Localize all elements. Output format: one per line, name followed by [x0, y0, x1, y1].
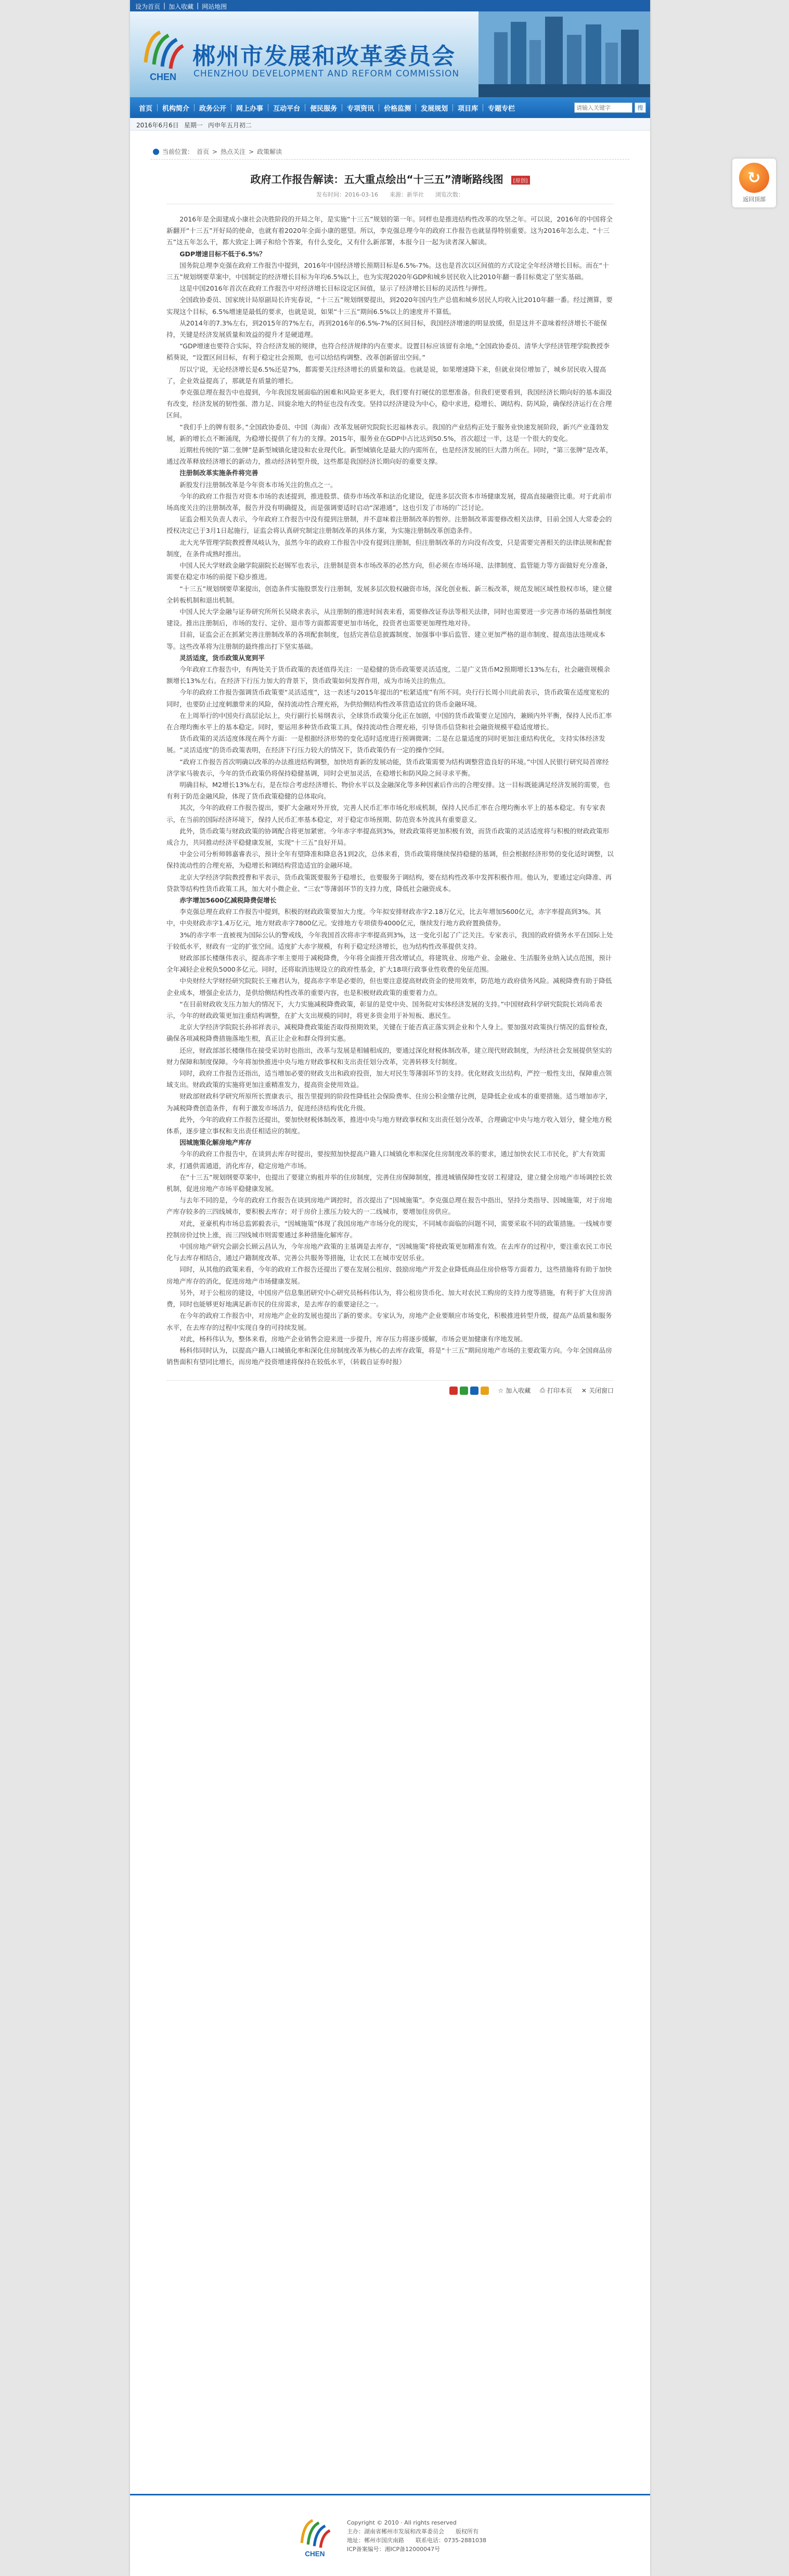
nav-item-price[interactable]: 价格监测 [384, 104, 411, 113]
article-paragraph: 北大光华管理学院教授曹凤岐认为，虽然今年的政府工作报告中没有提到注册制，但注册制改革的方向没有改变，只是需要完善相关的法律法规和配套制度，在条件成熟时推出。 [166, 538, 612, 558]
article-paragraph: “我们手上的牌有很多。”全国政协委员、中国（海南）改革发展研究院院长迟福林表示。我国的产业结构正处于服务业快速发展阶段，新兴产业蓬勃发展，新的增长点不断涌现，为稳增长提供了有力的支撑。2015年，服务业在GDP中占比达到50.5%，首次超过一半，这是一个很大的变化。 [166, 423, 609, 442]
main-nav [130, 97, 650, 118]
article-paragraph: 李克强总理在政府工作报告中提到，积极的财政政策要加大力度。今年拟安排财政赤字2.18万亿元，比去年增加5600亿元，赤字率提高到3%。其中，中央财政赤字1.4万亿元，地方财政赤字7800亿元。安排地方专项债券4000亿元，继续发行地方政府置换债券。 [166, 908, 601, 927]
article-paragraph: “GDP增速也要符合实际，符合经济发展的规律，也符合经济规律的内在要求。设置目标应该留有余地，”全国政协委员、清华大学经济管理学院教授李稻葵说，“设置区间目标，有利于稳定社会预期，也可以给结构调整、改革创新留出空间。” [166, 342, 610, 362]
article-paragraph: 今年的政府工作报告强调货币政策要“灵活适度”，这一表述与2015年提出的“松紧适度”有所不同。央行行长周小川此前表示，货币政策在适度宽松的同时，也要防止过度刺激带来的风险，保持流动性合理充裕，为供给侧结构性改革营造适宜的货币金融环境。 [166, 688, 610, 708]
share-more-icon[interactable] [481, 1387, 489, 1395]
article-paragraph: 在上周举行的中国央行高层论坛上，央行副行长易纲表示，全球货币政策分化正在加剧，中国的货币政策要立足国内，兼顾内外平衡，保持人民币汇率在合理均衡水平上的基本稳定。同时，要运用多种货币政策工具，保持流动性合理充裕，引导货币信贷和社会融资规模平稳适度增长。 [166, 711, 612, 731]
article-paragraph: 货币政策的灵活适度体现在两个方面：一是根据经济形势的变化适时适度进行预调微调；二是在总量适度的同时更加注重结构优化，支持实体经济发展。“灵活适度”的货币政策表明，在经济下行压力较大的情况下，货币政策仍有一定的操作空间。 [166, 735, 605, 754]
article-paragraph: 另外，对于公租房的建设，中国房产信息集团研究中心研究员杨科伟认为，将公租房货币化、加大对农民工购房的支持力度等措施，有利于扩大住房消费，同时也能够更好地满足新市民的住房需求，是去库存的重要途径之一。 [166, 1288, 612, 1309]
site-name-cn: 郴州市发展和改革委员会 [192, 43, 456, 70]
share-wechat-icon[interactable] [460, 1387, 468, 1395]
footer-address: 地址：郴州市国庆南路 联系电话：0735-2881038 [347, 2536, 486, 2544]
article-paragraph: 同时，政府工作报告还指出，适当增加必要的财政支出和政府投资，加大对民生等薄弱环节的支持。优化财政支出结构，严控一般性支出，保障重点领域支出。财政政策的实施将更加注重精准发力，提高资金使用效益。 [166, 1069, 612, 1089]
article-paragraph: 李克强总理在报告中也提到，今年我国发展面临的困难和风险更多更大，我们要有打硬仗的思想准备。但我们更要看到，我国经济长期向好的基本面没有改变，经济发展的韧性强、潜力足、回旋余地大的特征也没有改变。坚持以经济建设为中心，稳中求进，稳增长、调结构、防风险，确保经济运行在合理区间。 [166, 388, 612, 420]
article-paragraph: 目前，证监会正在抓紧完善注册制改革的各项配套制度，包括完善信息披露制度、加强事中事后监管、建立更加严格的退市制度、提高违法违规成本等。这些改革将为注册制的最终推出打下坚实基础。 [166, 631, 605, 650]
breadcrumb: 当前位置： 首页 > 热点关注 > 政策解读 [151, 144, 629, 160]
svg-text:CHEN: CHEN [305, 2549, 325, 2558]
nav-item-planning[interactable]: 发展规划 [421, 104, 448, 113]
current-weekday: 星期一 [184, 122, 203, 129]
nav-item-gov-info[interactable]: 政务公开 [199, 104, 227, 113]
article-paragraph: 与去年不同的是，今年的政府工作报告在谈到房地产调控时，首次提出了“因城施策”。李克强总理在报告中指出，坚持分类指导、因城施策，对于房地产库存较多的三四线城市，要积极去库存；对于房价上涨压力较大的一二线城市，要增加住房供应。 [166, 1196, 612, 1216]
nav-item-convenience[interactable]: 便民服务 [310, 104, 338, 113]
nav-item-home[interactable]: 首页 [139, 104, 153, 113]
article-paragraph: 明确目标，M2增长13%左右，是在综合考虑经济增长、物价水平以及金融深化等多种因素后作出的合理安排。这一目标既能满足经济发展的需要，也有利于防范金融风险，体现了货币政策稳健的总体取向。 [166, 780, 610, 801]
lunar-date: 丙申年五月初二 [208, 122, 252, 129]
add-favorite-link[interactable]: 加入收藏 [169, 3, 194, 10]
article-body [166, 214, 614, 1368]
article-paragraph: 这是中国2016年首次在政府工作报告中对经济增长目标设定区间值，显示了经济增长目标的灵活性与弹性。 [179, 284, 491, 293]
original-badge: [原创] [511, 176, 530, 185]
nav-item-online-service[interactable]: 网上办事 [236, 104, 264, 113]
current-date: 2016年6月6日 [136, 122, 179, 129]
article-paragraph: 还应，财政部部长楼继伟在接受采访时也指出，改革与发展是相辅相成的，要通过深化财税体制改革，建立现代财政制度，为经济社会发展提供坚实的财力保障和制度保障。今年将加快推进中央与地方财政事权和支出责任划分改革，完善转移支付制度。 [166, 1046, 612, 1066]
article-title-text: 政府工作报告解读：五大重点绘出“十三五”清晰路线图 [250, 173, 503, 186]
article-paragraph: 同时，从其他的政策来看，今年的政府工作报告还提出了要在发展公租房、鼓励房地产开发企业降低商品住房价格等方面着力，这些措施将有助于加快房地产库存的消化，促进房地产市场健康发展。 [166, 1265, 612, 1285]
article-paragraph: 证监会相关负责人表示，今年政府工作报告中没有提到注册制，并不意味着注册制改革的暂停。注册制改革需要修改相关法律，目前全国人大常委会的授权决定已于3月1日起施行，证监会将认真研究制定注册制改革的具体方案，为实施注册制改革创造条件。 [166, 515, 612, 535]
location-icon [153, 149, 159, 155]
breadcrumb-item-home[interactable]: 首页 [197, 148, 210, 155]
article-meta: 发布时间：2016-03-16 来源：新华社 浏览次数： [166, 190, 614, 204]
search-box [574, 102, 646, 113]
city-skyline-image [478, 11, 650, 97]
set-homepage-link[interactable]: 设为首页 [135, 3, 161, 10]
nav-item-about[interactable]: 机构简介 [162, 104, 190, 113]
close-icon: ✕ [581, 1387, 587, 1394]
article-paragraph: 北京大学经济学院院长孙祁祥表示，减税降费政策能否取得预期效果，关键在于能否真正落实到企业和个人身上。要加强对政策执行情况的监督检查，确保各项减税降费措施落地生根，真正让企业和群众得到实惠。 [166, 1023, 612, 1043]
footer-logo-icon [294, 2513, 335, 2559]
article-paragraph: 中国人民大学金融与证券研究所所长吴晓求表示，从注册制的推进时间表来看，需要修改证券法等相关法律，同时也需要进一步完善市场的基础性制度建设。推出注册制后，市场的发行、定价、退市等方面都需要更加市场化，投资者也需要更加理性地对待。 [166, 607, 612, 627]
breadcrumb-item-policy[interactable]: 政策解读 [257, 148, 282, 155]
article-subheading: GDP增速目标不低于6.5%？ [179, 250, 266, 258]
site-logo-icon[interactable] [139, 22, 186, 84]
article-paragraph: 厉以宁说，无论经济增长是6.5%还是7%，都需要关注经济增长的质量和效益。也就是说，如果增速降下来，但就业岗位增加了，城乡居民收入提高了，企业效益提高了，那就是有质量的增长。 [166, 365, 606, 385]
print-button[interactable]: ⎙ 打印本页 [540, 1387, 572, 1395]
print-icon: ⎙ [540, 1387, 545, 1394]
date-bar [130, 118, 650, 130]
article-paragraph: 近期杜传统的“第二张牌”是新型城镇化建设和农业现代化。新型城镇化是最大的内需所在，也是经济发展的巨大潜力所在。同时，“第三张牌”是改革，通过改革释放经济增长的新动力，推动经济转型升级，这些都是我国经济长期向好的重要支撑。 [166, 446, 613, 466]
article-paragraph: 财政部部长楼继伟表示，提高赤字率主要用于减税降费，今年将全面推开营改增试点，将建筑业、房地产业、金融业、生活服务业纳入试点范围，预计全年减轻企业税负5000多亿元。同时，还将取消违规设立的政府性基金，扩大18项行政事业性收费的免征范围。 [166, 954, 612, 974]
article-paragraph: 3%的赤字率一直被视为国际公认的警戒线，今年我国首次将赤字率提高到3%，这一变化引起了广泛关注。专家表示，我国的政府债务水平在国际上处于较低水平，财政有一定的扩张空间。适度扩大赤字规模，有利于稳定经济增长，也为结构性改革提供支持。 [166, 931, 613, 950]
share-weibo-icon[interactable] [449, 1387, 458, 1395]
article-paragraph: 今年政府工作报告中，有两处关于货币政策的表述值得关注：一是稳健的货币政策要灵活适度，二是广义货币M2预期增长13%左右，社会融资规模余额增长13%左右。在经济下行压力加大的背景下，货币政策如何发挥作用，成为市场关注的焦点。 [166, 665, 610, 685]
footer-org: 主办：湖南省郴州市发展和改革委员会 版权所有 [347, 2528, 479, 2535]
article-paragraph: 对此，亚豪机构市场总监郭毅表示，“因城施策”体现了我国房地产市场分化的现实，不同城市面临的问题不同，需要采取不同的政策措施。一线城市要控制房价过快上涨，而三四线城市则需要通过多种措施化解库存。 [166, 1219, 612, 1239]
article-paragraph: 中金公司分析师韩嘉睿表示，预计全年有望降准和降息各1到2次，总体来看，货币政策将继续保持稳健的基调，但会根据经济形势的变化适时调整，以保持流动性的合理充裕，为稳增长和调结构营造适宜的金融环境。 [166, 850, 614, 870]
article-paragraph: 杨科伟同时认为，以提高户籍人口城镇化率和深化住房制度改革为核心的去库存政策，将是“十三五”期间房地产市场的主要政策方向。今年全国商品房销售面积有望同比增长，而房地产投资增速将保持在较低水平，（转载自证券时报） [166, 1346, 612, 1366]
article-paragraph: 今年的政府工作报告对资本市场的表述提到，推进股票、债券市场改革和法治化建设，促进多层次资本市场健康发展，提高直接融资比重。对于此前市场高度关注的注册制改革，报告并没有明确提及，而是强调要适时启动“深港通”，这也引发了市场的广泛讨论。 [166, 492, 612, 512]
site-banner [130, 11, 650, 97]
page-container [130, 0, 650, 2576]
article-paragraph: 财政部财政科学研究所原所长贾康表示，报告里提到的阶段性降低社会保险费率、住房公积金缴存比例，是降低企业成本的重要措施。适当增加赤字，为减税降费创造条件，有利于激发市场活力，促进经济结构优化升级。 [166, 1092, 612, 1112]
article-paragraph: 此外，货币政策与财政政策的协调配合将更加紧密。今年赤字率提高到3%，财政政策将更加积极有效，而货币政策的灵活适度将与积极的财政政策形成合力，共同推动经济平稳健康发展，实现“十三五”良好开局。 [166, 827, 610, 846]
article-tools [166, 1380, 614, 1395]
article-subheading: 灵活适度，货币政策从宽到平 [179, 653, 265, 662]
breadcrumb-prefix: 当前位置： [162, 148, 194, 155]
nav-item-interaction[interactable]: 互动平台 [273, 104, 301, 113]
footer-copyright: Copyright © 2010 · All rights reserved [347, 2519, 457, 2526]
article-paragraph: 今年的政府工作报告中，在谈到去库存时提出，要按照加快提高户籍人口城镇化率和深化住房制度改革的要求，通过加快农民工市民化，扩大有效需求，打通供需通道，消化库存，稳定房地产市场。 [166, 1150, 605, 1170]
article-subheading: 赤字增加5600亿减税降费促增长 [179, 896, 277, 904]
article-paragraph: 在“十三五”规划纲要草案中，也提出了要建立购租并举的住房制度，完善住房保障制度，推进城镇保障性安居工程建设，建立健全房地产市场调控长效机制，促进房地产市场平稳健康发展。 [166, 1173, 612, 1193]
nav-item-topics[interactable]: 专题专栏 [488, 104, 515, 113]
search-input[interactable] [574, 102, 632, 113]
article-paragraph: 中国人民大学财政金融学院副院长赵锡军也表示，注册制是资本市场改革的必然方向，但必须在市场环境、法律制度、监管能力等方面做好充分准备，需要在稳定市场的前提下稳步推进。 [166, 561, 612, 581]
article-paragraph: 其次，今年的政府工作报告提出，要扩大金融对外开放，完善人民币汇率市场化形成机制，保持人民币汇率在合理均衡水平上的基本稳定。有专家表示，在当前的国际经济环境下，保持人民币汇率基本稳定，对于稳定市场预期、防范资本外流具有重要意义。 [166, 804, 605, 823]
article-paragraph: 对此，杨科伟认为，整体来看，房地产企业销售会迎来进一步提升，库存压力将逐步缓解，市场会更加健康有序地发展。 [179, 1335, 527, 1343]
refresh-icon: ↻ [739, 163, 769, 193]
footer-icp: ICP备案编号：湘ICP备12000047号 [347, 2545, 441, 2553]
article-paragraph: “在目前财政收支压力加大的情况下，大力实施减税降费政策，彰显的是党中央、国务院对实体经济发展的支持。”中国财政科学研究院院长刘尚希表示，今年的财政政策更加注重结构调整，在扩大支出规模的同时，将更多资金用于补短板、惠民生。 [166, 1000, 602, 1020]
nav-item-projects[interactable]: 项目库 [458, 104, 478, 113]
back-to-top-widget[interactable] [732, 159, 776, 207]
breadcrumb-item-hot[interactable]: 热点关注 [221, 148, 246, 155]
search-button[interactable]: 搜 [635, 102, 646, 113]
article-paragraph: “十三五”规划纲要草案提出，创造条件实施股票发行注册制，发展多层次股权融资市场，深化创业板、新三板改革，规范发展区域性股权市场，建立健全转板机制和退出机制。 [166, 584, 612, 604]
article-paragraph: 新股发行注册制改革是今年资本市场关注的焦点之一。 [179, 480, 337, 489]
article-paragraph: 2016年是全面建成小康社会决胜阶段的开局之年，是实施“十三五”规划的第一年。同样也是推进结构性改革的攻坚之年。可以说，2016年的中国将全新翻开“十三五”开好局的使命，也就有着2020年全面小康的愿望。所以，李克强总理今年的政府工作报告也就显得特别重要。这为2016年怎么走、“十三五”这五年怎么干，都大致定上调子和给个答案，有什么变化，又有什么新部署，本报今日一起为读者深入解读。 [166, 215, 613, 246]
site-name-en: CHENZHOU DEVELOPMENT AND REFORM COMMISSION [193, 69, 460, 79]
nav-item-special-info[interactable]: 专项资讯 [347, 104, 374, 113]
top-bar: 设为首页 | 加入收藏 | 网站地图 [130, 0, 650, 11]
article-paragraph: 中国房地产研究会副会长顾云昌认为，今年房地产政策的主基调是去库存，“因城施策”将使政策更加精准有效。在去库存的过程中，要注重农民工市民化与去库存相结合，通过户籍制度改革、完善公共服务等措施，让农民工在城市安居乐业。 [166, 1243, 612, 1262]
svg-text:CHEN: CHEN [150, 72, 177, 82]
share-buttons [449, 1387, 489, 1395]
article-subheading: 因城施策化解房地产库存 [179, 1139, 252, 1147]
star-icon: ☆ [498, 1387, 504, 1394]
article-title [166, 171, 614, 186]
back-to-top-label: 返回顶部 [743, 196, 766, 203]
article-paragraph: 北京大学经济学院教授曹和平表示，货币政策既要服务于稳增长，也要服务于调结构，要在结构性改革中发挥积极作用。他认为，要通过定向降准、再贷款等结构性货币政策工具，加大对小微企业、“三农”等薄弱环节的支持力度，降低社会融资成本。 [166, 873, 612, 893]
article [166, 171, 614, 1368]
article-paragraph: 从2014年的7.3%左右，到2015年的7%左右，再到2016年的6.5%-7%的区间目标，我国经济增速的明显放缓，但是这并不意味着经济增长不能保持，关键是经济发展质量和效益的提升才是硬道理。 [166, 319, 607, 339]
add-fav-button[interactable]: ☆ 加入收藏 [498, 1387, 531, 1395]
article-paragraph: 在今年的政府工作报告中，对房地产企业的发展也提出了新的要求。专家认为，房地产企业要顺应市场变化，积极推进转型升级，提高产品质量和服务水平，在去库存的过程中实现自身的可持续发展。 [166, 1312, 612, 1331]
article-paragraph: 中央财经大学财经研究院院长王雍君认为，提高赤字率是必要的，但也要注意提高财政资金的使用效率，防范地方政府债务风险。减税降费有助于降低企业成本，增强企业活力，是供给侧结构性改革的重要内容，也是积极财政政策的重要着力点。 [166, 977, 612, 997]
article-subheading: 注册制改革实施条件将完善 [179, 469, 258, 477]
article-paragraph: 此外，今年的政府工作报告还提出，要加快财税体制改革，推进中央与地方财政事权和支出责任划分改革，合理确定中央与地方收入划分，健全地方税体系，逐步建立事权和支出责任相适应的制度。 [166, 1115, 612, 1135]
footer-text [347, 2518, 486, 2554]
share-qzone-icon[interactable] [470, 1387, 478, 1395]
article-paragraph: “政府工作报告首次明确以改革的办法推进结构调整，加快培育新的发展动能，货币政策需要为结构调整营造良好的环境。”中国人民银行研究局首席经济学家马骏表示，今年的货币政策仍将保持稳健基调，同时会更加灵活，在稳增长和防风险之间寻求平衡。 [166, 757, 609, 777]
close-window-button[interactable]: ✕ 关闭窗口 [581, 1387, 614, 1395]
site-footer [130, 2494, 650, 2576]
sitemap-link[interactable]: 网站地图 [202, 3, 227, 10]
article-paragraph: 国务院总理李克强在政府工作报告中提到，2016年中国经济增长预期目标是6.5%-7%。这也是首次以区间值的方式设定全年经济增长目标。而在“十三五”规划纲要草案中，中国制定的经济增长目标为年均6.5%以上，也为实现2020年GDP和城乡居民收入比2010年翻一番目标奠定了坚实基础。 [166, 261, 609, 281]
article-paragraph: 全国政协委员、国家统计局原副局长许宪春说，“十三五”规划纲要提出，到2020年国内生产总值和城乡居民人均收入比2010年翻一番。经过测算，要实现这个目标，6.5%增速是最低的要求，也就是说，如果“十三五”期间6.5%以上的速度并不算低。 [166, 296, 613, 316]
